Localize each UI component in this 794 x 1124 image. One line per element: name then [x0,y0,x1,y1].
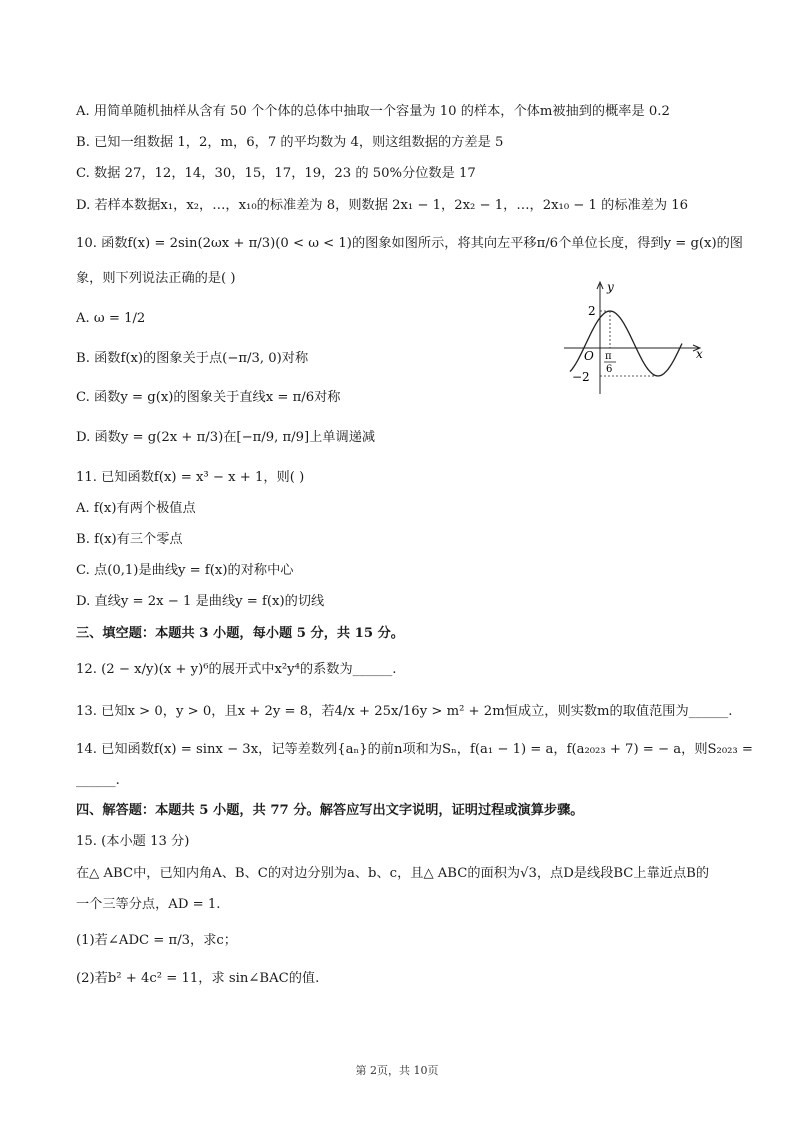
question-12: 12. (2 − x/y)(x + y)⁶的展开式中x²y⁴的系数为______. [76,662,397,677]
question-10-stem-cont: 象，则下列说法正确的是( ) [76,271,236,286]
question-13: 13. 已知x > 0，y > 0，且x + 2y = 8，若4/x + 25x/16y > m² + 2m恒成立，则实数m的取值范围为______. [76,704,733,719]
section-4-heading: 四、解答题：本题共 5 小题，共 77 分。解答应写出文字说明，证明过程或演算步骤。 [76,803,584,818]
min-value-label: −2 [572,370,590,384]
y-axis-label: y [607,280,614,294]
option-11c: C. 点(0,1)是曲线y = f(x)的对称中心 [76,563,294,578]
option-10a: A. ω = 1/2 [76,311,146,326]
x-axis-label: x [696,347,703,361]
option-10b: B. 函数f(x)的图象关于点(−π/3, 0)对称 [76,351,309,366]
question-14: 14. 已知函数f(x) = sinx − 3x，记等差数列{aₙ}的前n项和为Sₙ，f(a₁ − 1) = a，f(a₂₀₂₃ + 7) = − a，则S₂₀₂₃ = [76,742,753,757]
question-14-blank: ______. [76,773,120,788]
question-15-part-1: (1)若∠ADC = π/3，求c； [76,933,237,948]
option-9c: C. 数据 27，12，14，30，15，17，19，23 的 50%分位数是 17 [76,166,476,181]
question-11-stem: 11. 已知函数f(x) = x³ − x + 1，则( ) [76,470,305,485]
question-15-stem-cont: 一个三等分点，AD = 1. [76,897,221,912]
option-11d: D. 直线y = 2x − 1 是曲线y = f(x)的切线 [76,594,325,609]
option-9a: A. 用简单随机抽样从含有 50 个个体的总体中抽取一个容量为 10 的样本，个体m被抽到的概率是 0.2 [76,104,670,119]
option-9b: B. 已知一组数据 1，2，m，6，7 的平均数为 4，则这组数据的方差是 5 [76,135,504,150]
option-11b: B. f(x)有三个零点 [76,532,183,547]
sine-curve [570,311,682,376]
origin-label: O [584,349,594,363]
question-10-stem: 10. 函数f(x) = 2sin(2ωx + π/3)(0 < ω < 1)的图象如图所示，将其向左平移π/6个单位长度，得到y = g(x)的图 [76,236,743,251]
option-11a: A. f(x)有两个极值点 [76,501,196,516]
option-10d: D. 函数y = g(2x + π/3)在[−π/9, π/9]上单调递减 [76,430,376,445]
max-value-label: 2 [588,304,596,318]
page-footer: 第 2页，共 10页 [355,1064,439,1077]
option-9d: D. 若样本数据x₁，x₂，…，x₁₀的标准差为 8，则数据 2x₁ − 1，2x₂ − 1，…，2x₁₀ − 1 的标准差为 16 [76,198,689,213]
tick-label-denominator: 6 [606,364,613,375]
question-15-header: 15. (本小题 13 分) [76,834,190,849]
question-15-stem: 在△ ABC中，已知内角A、B、C的对边分别为a、b、c，且△ ABC的面积为√3，点D是线段BC上靠近点B的 [76,866,710,881]
option-10c: C. 函数y = g(x)的图象关于直线x = π/6对称 [76,390,341,405]
section-3-heading: 三、填空题：本题共 3 小题，每小题 5 分，共 15 分。 [76,626,404,641]
tick-label-numerator: π [605,351,612,362]
question-15-part-2: (2)若b² + 4c² = 11，求 sin∠BAC的值. [76,971,320,986]
sine-graph-figure [562,278,712,398]
